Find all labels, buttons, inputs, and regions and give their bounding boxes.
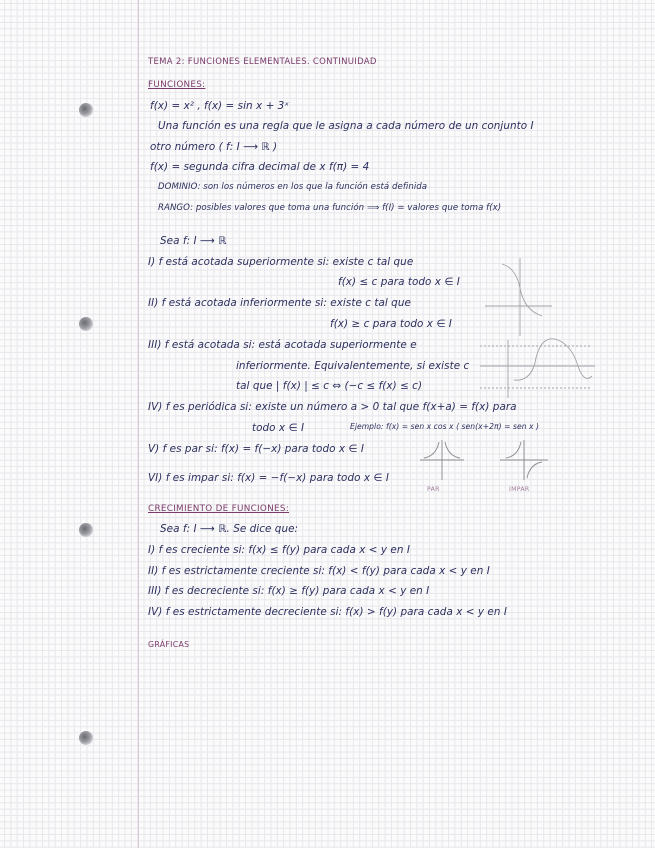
note-line: DOMINIO: son los números en los que la función está definida — [158, 182, 428, 192]
par-function-sketch — [420, 440, 464, 482]
binder-hole — [79, 731, 93, 745]
note-line: f(x) ≤ c para todo x ∈ I — [338, 276, 460, 288]
note-line: f(x) ≥ c para todo x ∈ I — [330, 318, 452, 330]
note-line: VI) f es impar si: f(x) = −f(−x) para todo x ∈ I — [148, 472, 389, 484]
bounded-function-sketch — [480, 258, 595, 398]
note-line: RANGO: posibles valores que toma una función ⟹ f(I) = valores que toma f(x) — [158, 203, 502, 213]
binder-hole — [79, 523, 93, 537]
section-heading-funciones: FUNCIONES: — [148, 80, 206, 90]
note-line: tal que | f(x) | ≤ c ⇔ (−c ≤ f(x) ≤ c) — [236, 380, 423, 392]
impar-label: IMPAR — [509, 486, 530, 493]
note-line: Ejemplo: f(x) = sen x cos x ( sen(x+2π) = sen x ) — [350, 422, 540, 431]
note-line: III) f es decreciente si: f(x) ≥ f(y) para cada x < y en I — [148, 585, 430, 597]
margin-line — [138, 0, 139, 848]
note-line: Una función es una regla que le asigna a cada número de un conjunto I — [158, 120, 534, 132]
note-line: I) f está acotada superiormente si: existe c tal que — [148, 256, 414, 268]
note-line: V) f es par si: f(x) = f(−x) para todo x ∈ I — [148, 443, 364, 455]
binder-hole — [79, 103, 93, 117]
impar-function-sketch — [500, 440, 548, 482]
note-line: II) f es estrictamente creciente si: f(x) < f(y) para cada x < y en I — [148, 565, 490, 577]
page-title: TEMA 2: FUNCIONES ELEMENTALES. CONTINUIDAD — [148, 57, 377, 67]
note-line: f(x) = x² , f(x) = sin x + 3ˣ — [150, 100, 289, 112]
note-line: I) f es creciente si: f(x) ≤ f(y) para cada x < y en I — [148, 544, 410, 556]
note-line: III) f está acotada si: está acotada superiormente e — [148, 339, 417, 351]
note-line: Sea f: I ⟶ ℝ. Se dice que: — [160, 523, 299, 535]
section-heading-crecimiento: CRECIMIENTO DE FUNCIONES: — [148, 504, 290, 514]
note-line: IV) f es periódica si: existe un número a > 0 tal que f(x+a) = f(x) para — [148, 401, 517, 413]
note-line: todo x ∈ I — [252, 422, 305, 434]
note-line: inferiormente. Equivalentemente, si existe c — [236, 360, 470, 372]
note-line: II) f está acotada inferiormente si: existe c tal que — [148, 297, 411, 309]
note-line: otro número ( f: I ⟶ ℝ ) — [150, 141, 278, 153]
note-line: Sea f: I ⟶ ℝ — [160, 235, 227, 247]
note-line: IV) f es estrictamente decreciente si: f(x) > f(y) para cada x < y en I — [148, 606, 507, 618]
section-heading-graficas: GRÁFICAS — [148, 640, 190, 649]
note-line: f(x) = segunda cifra decimal de x f(π) = 4 — [150, 161, 370, 173]
par-label: PAR — [427, 486, 440, 493]
binder-hole — [79, 317, 93, 331]
